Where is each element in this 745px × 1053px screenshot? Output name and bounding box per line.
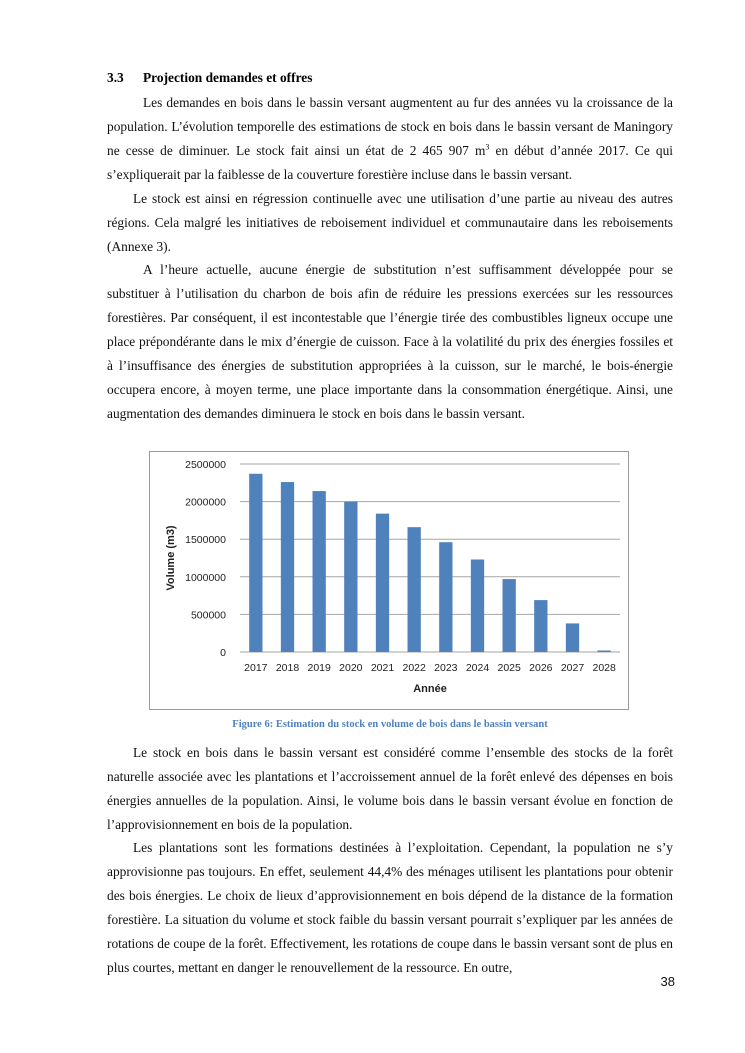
x-tick-label: 2024 <box>465 662 490 674</box>
bar-2026 <box>534 600 547 652</box>
x-axis-label: Année <box>413 683 447 695</box>
figure-caption: Figure 6: Estimation du stock en volume de bois dans le bassin versant <box>232 719 548 730</box>
x-tick-label: 2027 <box>560 662 585 674</box>
section-heading <box>107 70 312 86</box>
x-tick-label: 2023 <box>434 662 458 674</box>
section-title: Projection demandes et offres <box>143 70 313 85</box>
bar-2021 <box>376 514 389 652</box>
y-tick-label: 500000 <box>190 609 226 622</box>
y-tick-labels <box>185 459 226 659</box>
y-tick-label: 2500000 <box>185 459 226 471</box>
bar-2024 <box>471 560 484 652</box>
paragraph-2: Le stock est ainsi en régression continuelle avec une utilisation d’une partie au niveau des autres régions. Cela malgré les initiatives de reboisement individuel et communautaire dans les reboisements (Annexe 3). <box>107 191 673 254</box>
y-tick-label: 0 <box>220 647 226 659</box>
cubic-superscript: 3 <box>485 142 490 152</box>
y-axis-label: Volume (m3) <box>165 525 177 591</box>
section-number: 3.3 <box>107 70 124 85</box>
bar-2020 <box>344 502 357 652</box>
paragraph-4: Le stock en bois dans le bassin versant est considéré comme l’ensemble des stocks de la forêt naturelle associée avec les plantations et l’accroissement annuel de la forêt enlevé des dépenses en bois énergies annuelles de la population. Ainsi, le volume bois dans le bassin versant évolue en fonction de l’approvisionnement en bois de la population. <box>107 745 673 832</box>
bar-2025 <box>503 579 516 652</box>
x-tick-label: 2025 <box>497 662 521 674</box>
y-tick-label: 1500000 <box>185 534 226 547</box>
x-tick-label: 2026 <box>529 662 553 674</box>
x-tick-label: 2020 <box>339 662 363 674</box>
chart-svg <box>150 452 628 709</box>
x-tick-label: 2018 <box>275 662 300 674</box>
stock-volume-chart <box>149 451 629 710</box>
x-tick-labels <box>244 662 616 674</box>
bar-2022 <box>408 527 421 652</box>
x-tick-label: 2019 <box>307 662 331 674</box>
bar-2028 <box>598 650 611 652</box>
paragraph-1-text-a: Les demandes en bois dans le bassin versant augmentent au fur des années vu la croissance de la population. L’évolution temporelle des estimations de stock en bois dans le bassin versant de Maningory ne cesse de diminuer. Le stock fait ainsi un état de 2 465 907 m <box>107 95 673 158</box>
page-number: 38 <box>660 974 675 989</box>
x-tick-label: 2017 <box>244 662 268 674</box>
bar-2018 <box>281 482 294 652</box>
bar-2023 <box>439 542 452 652</box>
paragraph-3: A l’heure actuelle, aucune énergie de substitution n’est suffisamment développée pour se substituer à l’utilisation du charbon de bois afin de réduire les pressions exercées sur les ressources forestières. Par conséquent, il est incontestable que l’énergie tirée des combustibles ligneux occupe une place prépondérante dans le mix d’énergie de cuisson. Face à la volatilité du prix des énergies fossiles et à l’insuffisance des énergies de substitution appropriées à la cuisson, sur le marché, le bois-énergie occupera encore, à moyen terme, une place importante dans la consommation énergétique. Ainsi, une augmentation des demandes diminuera le stock en bois dans le bassin versant. <box>107 262 673 421</box>
x-tick-label: 2028 <box>592 662 616 674</box>
chart-bars <box>249 474 611 652</box>
paragraph-5: Les plantations sont les formations destinées à l’exploitation. Cependant, la population ne s’y approvisionne pas toujours. En effet, seulement 44,4% des ménages utilisent les plantations pour obtenir des bois énergies. Le choix de lieux d’approvisionnement en bois dépend de la distance de la formation forestière. La situation du volume et stock faible du bassin versant pourrait s’expliquer par les années de rotations de coupe de la forêt. Effectivement, les rotations de coupe dans le bassin versant sont de plus en plus courtes, mettant en danger le renouvellement de la ressource. En outre, <box>107 840 673 975</box>
x-tick-label: 2021 <box>370 662 395 674</box>
x-tick-label: 2022 <box>402 662 426 674</box>
bar-2019 <box>313 491 326 652</box>
bar-2027 <box>566 623 579 652</box>
y-tick-label: 1000000 <box>185 571 226 584</box>
bar-2017 <box>249 474 262 652</box>
paragraph-1-text-b: en début d’année 2017. Ce qui s’expliquerait par la faiblesse de la couverture forestière incluse dans le bassin versant. <box>107 143 673 182</box>
paragraph-1 <box>107 91 673 187</box>
chart-gridlines <box>240 464 620 652</box>
y-tick-label: 2000000 <box>185 496 226 509</box>
